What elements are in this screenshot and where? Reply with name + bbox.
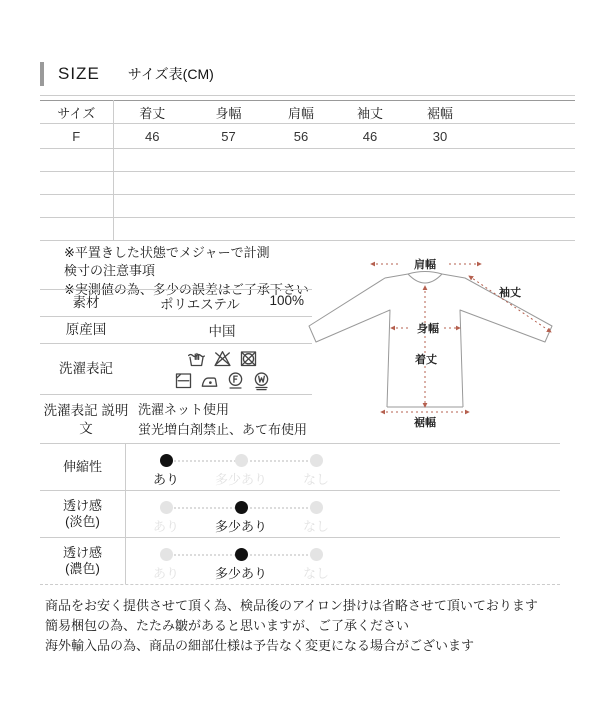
cell-shoulder: 56 xyxy=(266,124,336,149)
body-length-label: 着丈 xyxy=(415,354,437,366)
sheerness-light-row: 透け感 (淡色) あり 多少あり なし xyxy=(40,491,560,538)
origin-label: 原産国 xyxy=(65,322,107,338)
header-accent-bar xyxy=(40,62,44,86)
option-dot xyxy=(234,501,247,514)
empty-row xyxy=(40,149,575,172)
col-sleeve: 袖丈 xyxy=(336,101,404,124)
body-width-label: 身幅 xyxy=(417,323,439,335)
care-symbols-row xyxy=(40,343,312,394)
col-size: サイズ xyxy=(40,101,113,124)
option-dot xyxy=(309,501,322,514)
empty-row xyxy=(40,218,575,241)
hand-wash-icon xyxy=(186,348,207,369)
disclaimer-line: 商品をお安く提供させて頂く為、検品後のアイロン掛けは省略させて頂いております xyxy=(45,598,538,613)
footer-disclaimers xyxy=(45,596,585,656)
option-ari: あり xyxy=(153,454,179,488)
material-row xyxy=(40,289,312,316)
size-title: SIZE xyxy=(58,64,100,83)
material-value: ポリエステル xyxy=(160,297,240,312)
option-dot xyxy=(159,501,172,514)
stretch-row xyxy=(40,444,560,491)
option-dot xyxy=(309,454,322,467)
option-tashou-ari: 多少あり xyxy=(215,501,267,535)
size-table-row-F xyxy=(40,124,575,149)
note-line: ※実測値の為、多少の誤差はご了承下さい xyxy=(64,281,309,297)
cell-size: F xyxy=(40,124,113,149)
sheerness-dark-label: 透け感 xyxy=(62,544,102,560)
note-line: ※平置きした状態でメジャーで計測 xyxy=(64,245,270,260)
option-dot xyxy=(159,548,172,561)
disclaimer-line: 簡易梱包の為、たたみ皺があると思いますが、ご了承ください xyxy=(45,618,410,634)
care-note-line: 蛍光増白剤禁止、あて布使用 xyxy=(138,421,308,437)
cell-length: 46 xyxy=(113,124,191,149)
col-hem: 裾幅 xyxy=(404,101,476,124)
garment-measurement-diagram xyxy=(303,252,578,444)
empty-row xyxy=(40,195,575,218)
care-note-label-line: 洗濯表記 xyxy=(43,402,98,418)
size-section-header xyxy=(40,62,575,96)
dry-flat-in-shade-icon xyxy=(173,370,194,391)
empty-row xyxy=(40,172,575,195)
size-subtitle: サイズ表(CM) xyxy=(127,66,214,82)
no-tumble-dry-icon xyxy=(238,348,259,369)
option-ari: あり xyxy=(153,501,179,535)
cell-sleeve: 46 xyxy=(336,124,404,149)
care-note-row xyxy=(40,394,312,444)
note-line: 検寸の注意事項 xyxy=(64,263,156,279)
shoulder-width-label: 肩幅 xyxy=(414,259,436,271)
option-nashi: なし xyxy=(303,548,329,582)
option-dot xyxy=(234,548,247,561)
origin-row xyxy=(40,316,312,343)
option-ari: あり xyxy=(153,548,179,582)
material-percent: 100% xyxy=(269,293,304,308)
origin-value: 中国 xyxy=(208,324,236,339)
care-label: 洗濯表記 xyxy=(59,361,113,377)
sheerness-dark-row: 透け感 (濃色) あり 多少あり なし xyxy=(40,538,560,585)
col-length: 着丈 xyxy=(113,101,191,124)
option-tashou-ari: 多少あり xyxy=(215,548,267,582)
sheerness-light-label: 透け感 xyxy=(62,497,102,513)
col-chest: 身幅 xyxy=(191,101,266,124)
product-info-table xyxy=(40,289,312,444)
disclaimer-line: 海外輸入品の為、商品の細部仕様は予告なく変更になる場合がございます xyxy=(45,638,475,654)
fabric-properties-table xyxy=(40,443,560,585)
care-note-label-line: 説明文 xyxy=(79,402,129,436)
size-table xyxy=(40,100,575,241)
option-nashi: なし xyxy=(303,454,329,488)
stretch-label: 伸縮性 xyxy=(62,458,102,474)
option-nashi: なし xyxy=(303,501,329,535)
option-dot xyxy=(234,454,247,467)
option-tashou-ari: 多少あり xyxy=(215,454,267,488)
cell-chest: 57 xyxy=(191,124,266,149)
col-shoulder: 肩幅 xyxy=(266,101,336,124)
option-dot xyxy=(309,548,322,561)
iron-low-icon xyxy=(199,370,220,391)
option-dot xyxy=(159,454,172,467)
wet-clean-w-gentle-icon xyxy=(251,370,272,391)
size-table-header-row xyxy=(40,101,575,124)
sleeve-length-label: 袖丈 xyxy=(499,287,521,299)
dry-clean-f-gentle-icon xyxy=(225,370,246,391)
care-note-line: 洗濯ネット使用 xyxy=(138,402,230,417)
hem-width-label: 裾幅 xyxy=(414,417,436,429)
cell-hem: 30 xyxy=(404,124,476,149)
material-label: 素材 xyxy=(72,295,100,311)
no-bleach-icon xyxy=(212,348,233,369)
